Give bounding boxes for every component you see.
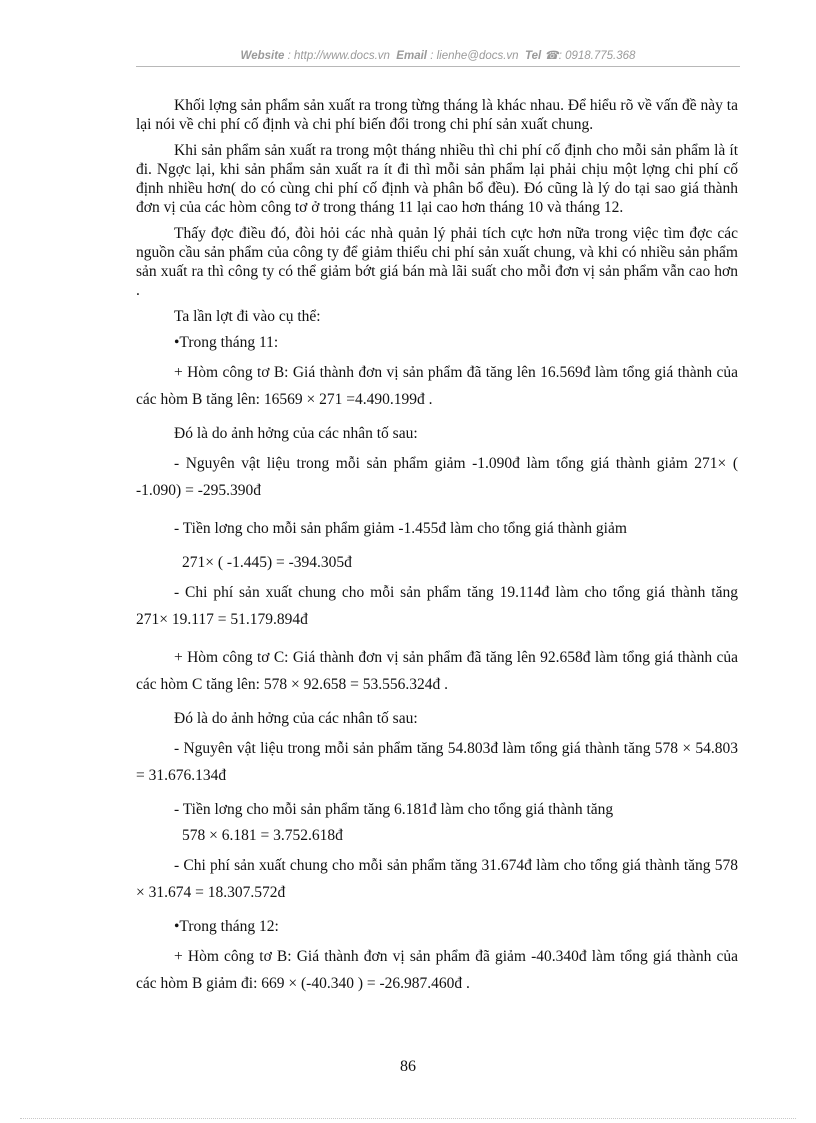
website-label: Website [240, 50, 285, 62]
paragraph: - Nguyên vật liệu trong mỗi sản phẩm giảm -1.090đ làm tổng giá thành giảm 271× ( -1.090) = -295.390đ [136, 455, 738, 499]
email-label: Email [396, 50, 427, 62]
page-header [136, 48, 740, 62]
document-body [136, 96, 738, 1008]
bullet-heading: •Trong tháng 12: [174, 918, 279, 935]
tel-value: ☎: 0918.775.368 [544, 50, 636, 62]
paragraph: Đó là do ảnh hởng của các nhân tố sau: [174, 710, 418, 727]
paragraph: Khối lợng sản phẩm sản xuất ra trong từng tháng là khác nhau. Để hiểu rõ về vấn đề này ta lại nói về chi phí cố định và chi phí biến đổi trong chi phí sản xuất chung. [136, 97, 738, 133]
paragraph: Thấy đợc điều đó, đòi hỏi các nhà quản lý phải tích cực hơn nữa trong việc tìm đợc các nguồn cầu sản phẩm của công ty để giảm thiểu chi phí sản xuất chung, và khi có nhiều sản phẩm sản xuất ra thì công ty có thể giảm bớt giá bán mà lãi suất cho mỗi đơn vị sản phẩm vẫn cao hơn . [136, 225, 738, 299]
paragraph: - Chi phí sản xuất chung cho mỗi sản phẩm tăng 31.674đ làm cho tổng giá thành tăng 578 × 31.674 = 18.307.572đ [136, 857, 738, 901]
equation-line: 578 × 6.181 = 3.752.618đ [182, 827, 343, 844]
paragraph: - Tiền lơng cho mỗi sản phẩm giảm -1.455đ làm cho tổng giá thành giảm [174, 520, 627, 537]
paragraph: + Hòm công tơ C: Giá thành đơn vị sản phẩm đã tăng lên 92.658đ làm tổng giá thành của các hòm C tăng lên: 578 × 92.658 = 53.556.324đ . [136, 649, 738, 693]
equation-line: 271× ( -1.445) = -394.305đ [182, 554, 352, 571]
website-value: : http://www.docs.vn [287, 50, 390, 62]
paragraph: - Tiền lơng cho mỗi sản phẩm tăng 6.181đ làm cho tổng giá thành tăng [174, 801, 614, 818]
header-divider [136, 66, 740, 67]
paragraph: Ta lần lợt đi vào cụ thể: [174, 308, 321, 325]
paragraph: + Hòm công tơ B: Giá thành đơn vị sản phẩm đã tăng lên 16.569đ làm tổng giá thành của các hòm B tăng lên: 16569 × 271 =4.490.199đ . [136, 364, 738, 408]
footer-divider [20, 1118, 796, 1119]
paragraph: Khi sản phẩm sản xuất ra trong một tháng nhiều thì chi phí cố định cho mỗi sản phẩm là ít đi. Ngợc lại, khi sản phẩm sản xuất ra ít đi thì mỗi sản phẩm lại phải chịu một lợng chi phí cố định nhiều hơn( do có cùng chi phí cố định và phân bổ đều). Đó cũng là lý do tại sao giá thành đơn vị của các hòm công tơ ở trong tháng 11 lại cao hơn tháng 10 và tháng 12. [136, 142, 738, 216]
paragraph: - Chi phí sản xuất chung cho mỗi sản phẩm tăng 19.114đ làm cho tổng giá thành tăng 271× 19.117 = 51.179.894đ [136, 584, 738, 628]
paragraph: - Nguyên vật liệu trong mỗi sản phẩm tăng 54.803đ làm tổng giá thành tăng 578 × 54.803 = 31.676.134đ [136, 740, 738, 784]
email-value: : lienhe@docs.vn [430, 50, 519, 62]
paragraph: Đó là do ảnh hởng của các nhân tố sau: [174, 425, 418, 442]
page-number: 86 [400, 1058, 416, 1075]
tel-label: Tel [524, 50, 542, 62]
bullet-heading: •Trong tháng 11: [174, 334, 279, 351]
paragraph: + Hòm công tơ B: Giá thành đơn vị sản phẩm đã giảm -40.340đ làm tổng giá thành của các hòm B giảm đi: 669 × (-40.340 ) = -26.987.460đ . [136, 948, 738, 992]
